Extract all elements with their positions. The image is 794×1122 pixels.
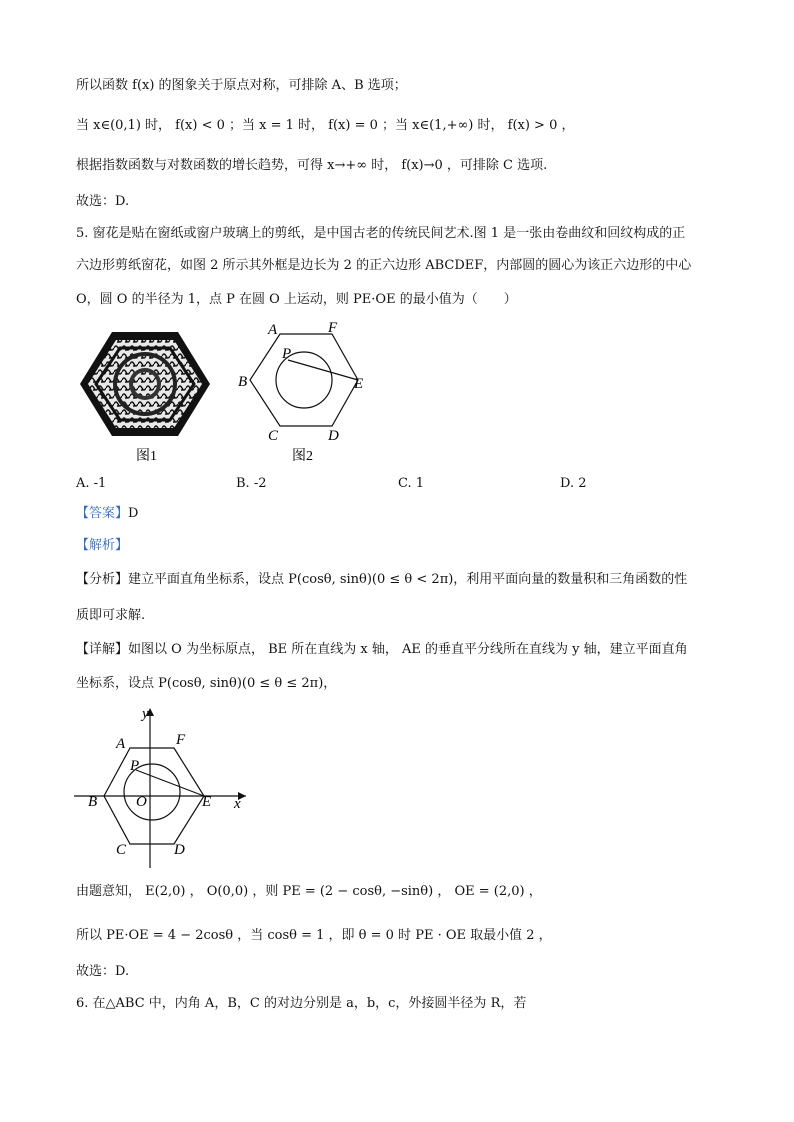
option-b: B. -2 (236, 476, 267, 491)
figure-2-hexagon-diagram (232, 322, 382, 472)
xiangjie-line-1 (76, 640, 688, 660)
option-a: A. -1 (76, 476, 107, 491)
analysis-heading (76, 536, 128, 556)
fenxi-tag: 【分析】 (76, 572, 129, 587)
fenxi-line-2: 质即可求解. (76, 608, 146, 623)
calc-line-2: 所以 PE·OE = 4 − 2cosθ ，当 cosθ = 1 ，即 θ = 0 时 PE · OE 取最小值 2 ， (76, 928, 552, 943)
calc-line-3: 故选：D. (76, 964, 130, 979)
coordinate-hexagon-diagram (70, 704, 260, 870)
fenxi-line-1 (76, 570, 687, 590)
axis-x-label: x (234, 796, 241, 812)
coord-label-D: D (174, 842, 185, 858)
calc-line-1: 由题意知， E(2,0) ， O(0,0) ，则 PE = (2 − cosθ, −sinθ) ， OE = (2,0) ， (76, 884, 542, 899)
question-5-line-3: O，圆 O 的半径为 1，点 P 在圆 O 上运动，则 PE·OE 的最小值为（ ） (76, 292, 517, 307)
figure-1-window-flower (74, 328, 214, 468)
label-P: P (282, 346, 292, 362)
figure-2-caption: 图2 (292, 449, 313, 464)
label-F: F (328, 322, 338, 336)
line-3: 根据指数函数与对数函数的增长趋势，可得 x→+∞ 时， f(x)→0 ，可排除 C 选项. (76, 158, 548, 173)
label-E: E (354, 376, 364, 392)
coord-label-F: F (176, 732, 186, 748)
answer-value: D (128, 506, 139, 521)
option-c: C. 1 (398, 476, 425, 491)
figure-1-caption: 图1 (136, 449, 157, 464)
coord-label-O: O (136, 794, 147, 810)
coord-label-A: A (116, 736, 126, 752)
label-C: C (268, 428, 279, 444)
answer-tag: 【答案】 (76, 506, 129, 521)
analysis-tag: 【解析】 (76, 538, 129, 553)
question-5-line-2: 六边形剪纸窗花，如图 2 所示其外框是边长为 2 的正六边形 ABCDEF，内部圆的圆心为该正六边形的中心 (76, 258, 692, 273)
line-2: 当 x∈(0,1) 时， f(x) < 0 ；当 x = 1 时， f(x) = 0 ；当 x∈(1,+∞) 时， f(x) > 0 ， (76, 118, 575, 133)
fenxi-text-1: 建立平面直角坐标系，设点 P(cosθ, sinθ)(0 ≤ θ < 2π)，利用平面向量的数量积和三角函数的性 (128, 572, 688, 587)
coord-label-C: C (116, 842, 127, 858)
coord-label-P: P (130, 758, 140, 774)
coord-label-E: E (202, 794, 212, 810)
xiangjie-line-2: 坐标系，设点 P(cosθ, sinθ)(0 ≤ θ ≤ 2π)， (76, 676, 337, 691)
xiangjie-text-1: 如图以 O 为坐标原点， BE 所在直线为 x 轴， AE 的垂直平分线所在直线为 y 轴，建立平面直角 (128, 642, 688, 657)
question-5-line-1: 5. 窗花是贴在窗纸或窗户玻璃上的剪纸，是中国古老的传统民间艺术.图 1 是一张由卷曲纹和回纹构成的正 (76, 226, 686, 241)
answer-line (76, 504, 138, 524)
label-A: A (268, 322, 278, 338)
line-4: 故选：D. (76, 194, 130, 209)
label-D: D (328, 428, 339, 444)
question-6-line-1: 6. 在△ABC 中，内角 A，B，C 的对边分别是 a，b，c，外接圆半径为 R，若 (76, 996, 527, 1011)
line-1: 所以函数 f(x) 的图象关于原点对称，可排除 A、B 选项； (76, 78, 407, 93)
coord-label-B: B (88, 794, 98, 810)
axis-y-label: y (142, 706, 149, 722)
option-d: D. 2 (560, 476, 587, 491)
label-B: B (238, 374, 248, 390)
xiangjie-tag: 【详解】 (76, 642, 129, 657)
